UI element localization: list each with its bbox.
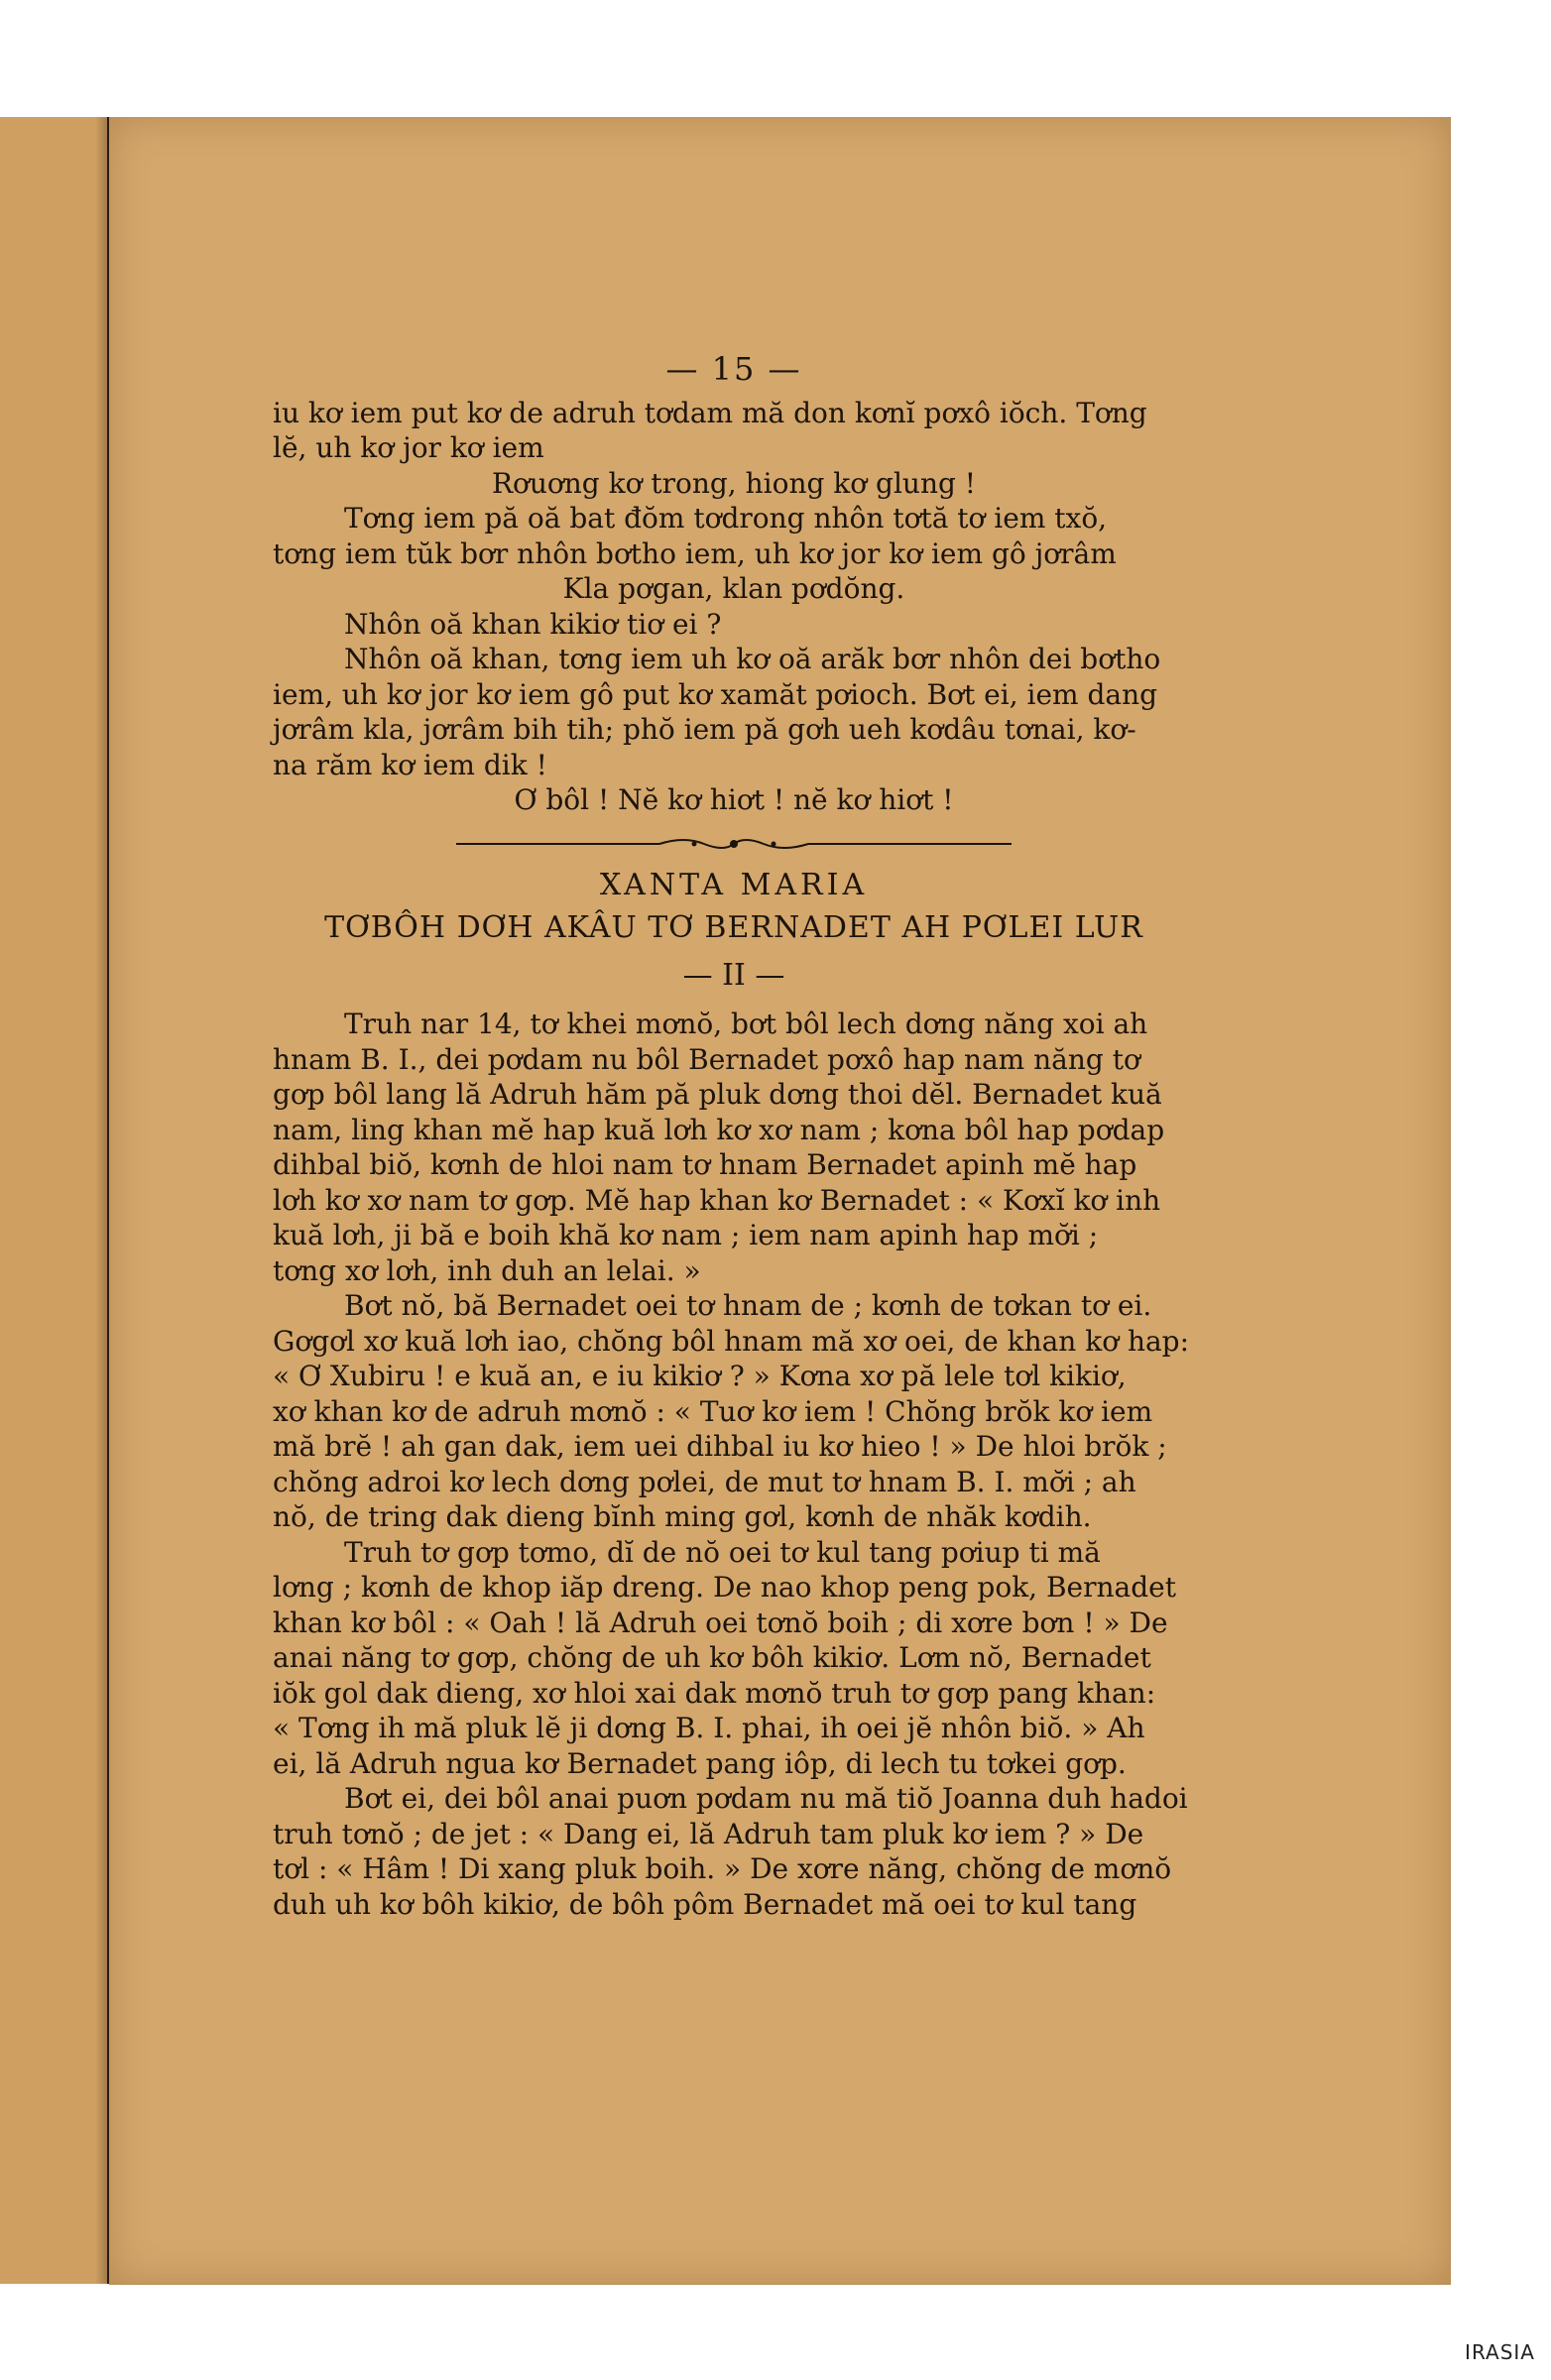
verse-line: Ơ bôl ! Nĕ kơ hiơt ! nĕ kơ hiơt ! [514,783,954,816]
text-line: mă brĕ ! ah gan dak, iem uei dihbal iu kơ hieo ! » De hloi brŏk ; [273,1430,1167,1463]
verse-line: Kla pơgan, klan pơdŏng. [562,572,905,605]
text-line: Truh nar 14, tơ khei mơnŏ, bơt bôl lech dơng năng xoi ah [344,1008,1148,1040]
ornament-icon [456,834,1012,854]
paragraph-4 [273,1007,1195,1288]
text-line: duh uh kơ bôh kikiơ, de bôh pôm Bernadet mă oei tơ kul tang [273,1887,1137,1921]
paragraph-6 [273,1535,1195,1782]
text-line: « Tơng ih mă pluk lĕ ji dơng B. I. phai, ih oei jĕ nhôn biŏ. » Ah [273,1712,1145,1744]
text-line: anai năng tơ gơp, chŏng de uh kơ bôh kikiơ. Lơm nŏ, Bernadet [273,1641,1151,1674]
text-line: « Ơ Xubiru ! e kuă an, e iu kikiơ ? » Kơna xơ pă lele tơl kikiơ, [273,1360,1127,1392]
text-line: hnam B. I., dei pơdam nu bôl Bernadet pơxô hap nam năng tơ [273,1042,1140,1076]
text-line: gơp bôl lang lă Adruh hăm pă pluk dơng thoi dĕl. Bernadet kuă [273,1078,1162,1111]
page-gutter-shadow [95,117,109,2284]
text-line: lĕ, uh kơ jor kơ iem [273,431,544,464]
text-line: Truh tơ gơp tơmo, dĭ de nŏ oei tơ kul tang pơiup ti mă [344,1535,1101,1569]
text-line: truh tơnŏ ; de jet : « Dang ei, lă Adruh tam pluk kơ iem ? » De [273,1817,1144,1850]
paragraph-3 [273,642,1195,782]
text-line: na răm kơ iem dik ! [273,748,547,781]
text-line: tơl : « Hâm ! Di xang pluk boih. » De xơre năng, chŏng de mơnŏ [273,1852,1172,1885]
section-numeral: — II — [682,957,785,993]
paragraph-1 [273,501,1195,571]
text-line: lơh kơ xơ nam tơ gơp. Mĕ hap khan kơ Bernadet : « Kơxĭ kơ inh [273,1183,1161,1217]
top-paragraph [273,396,1195,466]
paragraph-7 [273,1781,1195,1922]
text-line: dihbal biŏ, kơnh de hloi nam tơ hnam Bernadet apinh mĕ hap [273,1148,1137,1181]
text-line: chŏng adroi kơ lech dơng pơlei, de mut tơ hnam B. I. mơ̆i ; ah [273,1465,1136,1498]
paragraph-2: Nhôn oă khan kikiơ tiơ ei ? [344,607,722,641]
page-text [273,352,1195,1922]
text-line: lơng ; kơnh de khop iăp dreng. De nao khop peng pok, Bernadet [273,1571,1176,1604]
text-line: kuă lơh, ji bă e boih khă kơ nam ; iem nam apinh hap mơ̆i ; [273,1219,1099,1251]
section-title: XANTA MARIA [599,867,869,902]
text-line: Gơgơl xơ kuă lơh iao, chŏng bôl hnam mă xơ oei, de khan kơ hap: [273,1324,1190,1358]
left-page-edge [0,117,109,2284]
verse-line: Rơuơng kơ trong, hiong kơ glung ! [491,466,977,500]
text-line: tơng iem tŭk bơr nhôn bơtho iem, uh kơ jor kơ iem gô jơrâm [273,536,1117,570]
paragraph-5 [273,1288,1195,1535]
text-line: iŏk gol dak dieng, xơ hloi xai dak mơnŏ truh tơ gơp pang khan: [273,1676,1156,1710]
text-line: xơ khan kơ de adruh mơnŏ : « Tuơ kơ iem ! Chŏng brŏk kơ iem [273,1394,1153,1428]
text-line: khan kơ bôl : « Oah ! lă Adruh oei tơnŏ boih ; di xơre bơn ! » De [273,1606,1168,1639]
section-subtitle: TƠBÔH DƠH AKÂU TƠ BERNADET AH PƠLEI LUR [324,910,1143,945]
text-line: Bơt ei, dei bôl anai puơn pơdam nu mă tiŏ Joanna duh hadoi [344,1782,1188,1815]
text-line: Nhôn oă khan, tơng iem uh kơ oă arăk bơr nhôn dei bơtho [344,643,1161,675]
text-line: iu kơ iem put kơ de adruh tơdam mă don kơnĭ pơxô iŏch. Tơng [273,396,1147,429]
text-line: jơrâm kla, jơrâm bih tih; phŏ iem pă gơh ueh kơdâu tơnai, kơ- [273,713,1136,746]
text-line: tơng xơ lơh, inh duh an lelai. » [273,1253,701,1287]
text-line: nam, ling khan mĕ hap kuă lơh kơ xơ nam ; kơna bôl hap pơdap [273,1113,1165,1146]
watermark: IRASIA [1465,2340,1535,2364]
text-line: Bơt nŏ, bă Bernadet oei tơ hnam de ; kơnh de tơkan tơ ei. [344,1289,1152,1322]
text-line: iem, uh kơ jor kơ iem gô put kơ xamăt pơioch. Bơt ei, iem dang [273,677,1158,711]
ornamental-divider [456,834,1012,854]
text-line: ei, lă Adruh ngua kơ Bernadet pang iôp, di lech tu tơkei gơp. [273,1746,1127,1780]
page-number: — 15 — [665,350,802,388]
text-line: Tơng iem pă oă bat đŏm tơdrong nhôn tơtă tơ iem txŏ, [344,502,1108,535]
text-line: nŏ, de tring dak dieng bĭnh ming gơl, kơnh de nhăk kơdih. [273,1500,1092,1533]
